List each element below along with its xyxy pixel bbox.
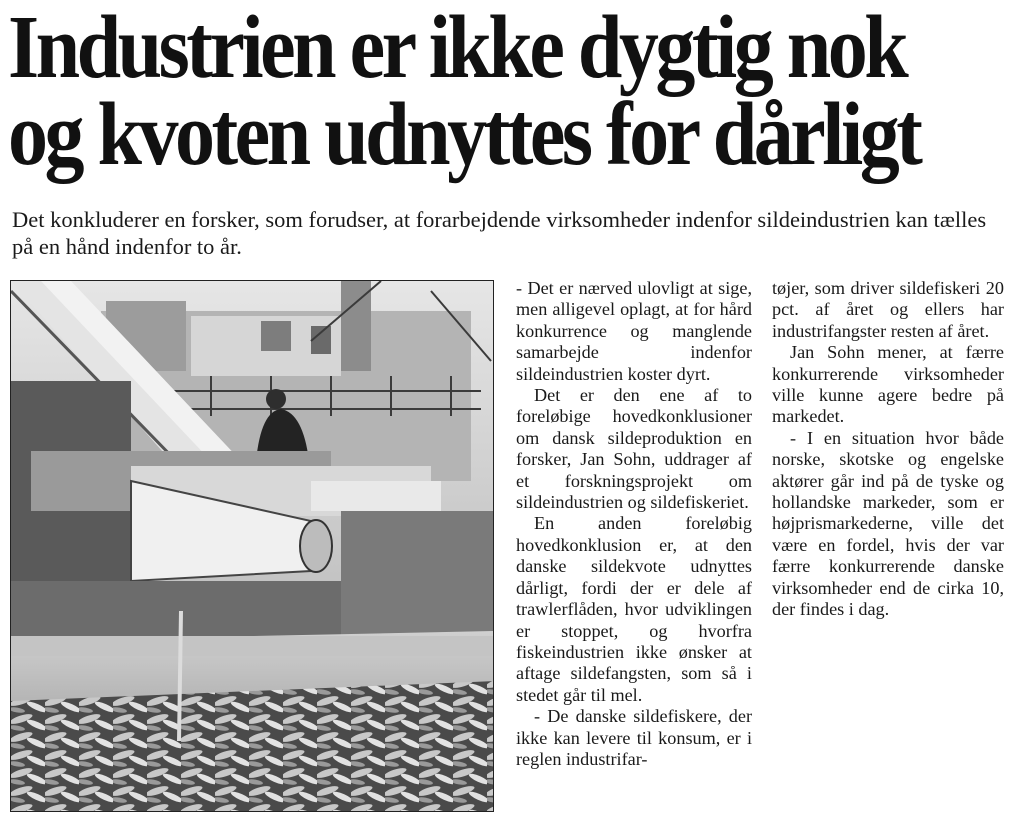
headline — [8, 0, 1008, 185]
column-2-paragraph: Jan Sohn mener, at færre konkurrerende virksomheder ville kunne agere bedre på markedet. — [772, 342, 1004, 427]
fish-processing-photo — [10, 280, 494, 812]
column-1-paragraph: Det er den ene af to foreløbige hovedkonklusioner om dansk sildeproduktion en forsker, Jan Sohn, uddrager af et forskningsprojekt om sildeindustrien og sildefiskeriet. — [516, 385, 752, 513]
headline-line-1: Industrien er ikke dygtig nok — [8, 0, 906, 97]
column-1-paragraph: - De danske sildefiskere, der ikke kan levere til konsum, er i reglen industrifar- — [516, 706, 752, 769]
deck-subheading: Det konkluderer en forsker, som forudser, at forarbejdende virksomheder indenfor sildeindustrien kan tælles på en hånd indenfor to år. — [12, 207, 987, 259]
article-column-2 — [772, 278, 1004, 621]
column-1-paragraph: - Det er nærved ulovligt at sige, men alligevel oplagt, at for hård konkurrence og manglende samarbejde indenfor sildeindustrien koster dyrt. — [516, 278, 752, 384]
column-1-paragraph: En anden foreløbig hovedkonklusion er, at den danske sildekvote udnyttes dårligt, fordi der er dele af trawlerflåden, hvor udviklingen er stoppet, og hvorfra fiskeindustrien ikke ønsker at aftage sildefangsten, som så i stedet går til mel. — [516, 513, 752, 705]
article-column-1 — [516, 278, 752, 770]
column-2-paragraph: tøjer, som driver sildefiskeri 20 pct. af året og ellers har industrifangster resten af året. — [772, 278, 1004, 341]
column-2-paragraph: - I en situation hvor både norske, skotske og engelske aktører går ind på de tyske og hollandske markeder, som er højprismarkederne, ville det være en fordel, hvis der var færre konkurrerende danske virksomheder end de cirka 10, der findes i dag. — [772, 427, 1004, 620]
headline-line-2: og kvoten udnyttes for dårligt — [8, 85, 920, 185]
